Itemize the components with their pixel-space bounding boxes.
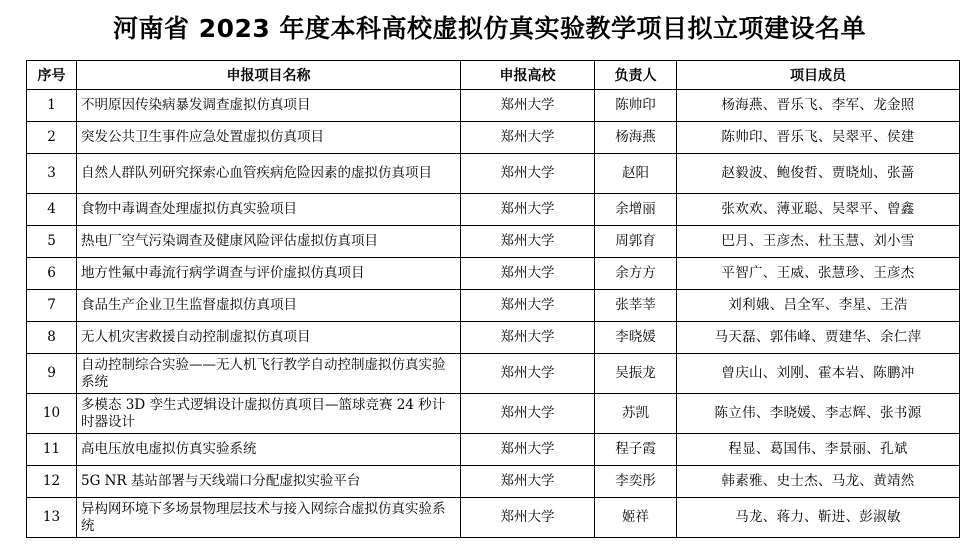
cell-name: 食物中毒调查处理虚拟仿真实验项目 xyxy=(77,194,461,226)
cell-leader: 余增丽 xyxy=(595,194,677,226)
table-row xyxy=(27,194,960,226)
cell-no: 9 xyxy=(27,354,77,394)
header-members: 项目成员 xyxy=(677,61,960,90)
cell-leader: 程子霞 xyxy=(595,434,677,466)
cell-name: 热电厂空气污染调查及健康风险评估虚拟仿真项目 xyxy=(77,226,461,258)
cell-no: 3 xyxy=(27,154,77,194)
header-school: 申报高校 xyxy=(461,61,595,90)
cell-leader: 赵阳 xyxy=(595,154,677,194)
cell-members: 赵毅波、鲍俊哲、贾晓灿、张蔷 xyxy=(677,154,960,194)
cell-name: 自动控制综合实验——无人机飞行教学自动控制虚拟仿真实验系统 xyxy=(77,354,461,394)
cell-leader: 李奕彤 xyxy=(595,466,677,498)
cell-name: 5G NR 基站部署与天线端口分配虚拟实验平台 xyxy=(77,466,461,498)
cell-members: 程显、葛国伟、李景丽、孔斌 xyxy=(677,434,960,466)
cell-leader: 李晓媛 xyxy=(595,322,677,354)
cell-school: 郑州大学 xyxy=(461,290,595,322)
header-no: 序号 xyxy=(27,61,77,90)
cell-name: 不明原因传染病暴发调查虚拟仿真项目 xyxy=(77,90,461,122)
cell-no: 12 xyxy=(27,466,77,498)
table-row xyxy=(27,394,960,434)
cell-name: 突发公共卫生事件应急处置虚拟仿真项目 xyxy=(77,122,461,154)
cell-leader: 苏凯 xyxy=(595,394,677,434)
table-row xyxy=(27,322,960,354)
cell-leader: 余方方 xyxy=(595,258,677,290)
cell-school: 郑州大学 xyxy=(461,258,595,290)
cell-members: 陈立伟、李晓媛、李志辉、张书源 xyxy=(677,394,960,434)
table-row xyxy=(27,498,960,538)
cell-school: 郑州大学 xyxy=(461,154,595,194)
cell-members: 韩素雅、史士杰、马龙、黄靖然 xyxy=(677,466,960,498)
page-title: 河南省 2023 年度本科高校虚拟仿真实验教学项目拟立项建设名单 xyxy=(113,14,866,43)
cell-members: 巴月、王彦杰、杜玉慧、刘小雪 xyxy=(677,226,960,258)
table-row xyxy=(27,226,960,258)
cell-members: 陈帅印、晋乐飞、吴翠平、侯建 xyxy=(677,122,960,154)
cell-name: 食品生产企业卫生监督虚拟仿真项目 xyxy=(77,290,461,322)
cell-school: 郑州大学 xyxy=(461,498,595,538)
cell-leader: 吴振龙 xyxy=(595,354,677,394)
cell-leader: 杨海燕 xyxy=(595,122,677,154)
cell-members: 刘利娥、吕全军、李星、王浩 xyxy=(677,290,960,322)
cell-leader: 张莘莘 xyxy=(595,290,677,322)
cell-school: 郑州大学 xyxy=(461,354,595,394)
cell-no: 8 xyxy=(27,322,77,354)
project-list-table xyxy=(26,60,960,538)
cell-name: 地方性氟中毒流行病学调查与评价虚拟仿真项目 xyxy=(77,258,461,290)
cell-members: 杨海燕、晋乐飞、李军、龙金照 xyxy=(677,90,960,122)
cell-no: 4 xyxy=(27,194,77,226)
table-row xyxy=(27,466,960,498)
cell-leader: 陈帅印 xyxy=(595,90,677,122)
cell-no: 13 xyxy=(27,498,77,538)
table-row xyxy=(27,354,960,394)
header-name: 申报项目名称 xyxy=(77,61,461,90)
cell-no: 10 xyxy=(27,394,77,434)
cell-leader: 周郭育 xyxy=(595,226,677,258)
table-row xyxy=(27,290,960,322)
cell-no: 1 xyxy=(27,90,77,122)
cell-school: 郑州大学 xyxy=(461,434,595,466)
cell-school: 郑州大学 xyxy=(461,194,595,226)
cell-name: 异构网环境下多场景物理层技术与接入网综合虚拟仿真实验系统 xyxy=(77,498,461,538)
cell-school: 郑州大学 xyxy=(461,394,595,434)
cell-no: 7 xyxy=(27,290,77,322)
cell-school: 郑州大学 xyxy=(461,466,595,498)
header-leader: 负责人 xyxy=(595,61,677,90)
cell-name: 自然人群队列研究探索心血管疾病危险因素的虚拟仿真项目 xyxy=(77,154,461,194)
table-header-row xyxy=(27,61,960,90)
cell-members: 曾庆山、刘刚、霍本岩、陈鹏冲 xyxy=(677,354,960,394)
table-row xyxy=(27,90,960,122)
cell-name: 高电压放电虚拟仿真实验系统 xyxy=(77,434,461,466)
cell-no: 6 xyxy=(27,258,77,290)
cell-members: 马天磊、郭伟峰、贾建华、余仁萍 xyxy=(677,322,960,354)
cell-name: 多模态 3D 孪生式逻辑设计虚拟仿真项目—篮球竞赛 24 秒计时器设计 xyxy=(77,394,461,434)
table-row xyxy=(27,434,960,466)
table-row xyxy=(27,258,960,290)
cell-school: 郑州大学 xyxy=(461,90,595,122)
cell-members: 马龙、蒋力、靳进、彭淑敏 xyxy=(677,498,960,538)
table-row xyxy=(27,122,960,154)
table-row xyxy=(27,154,960,194)
cell-no: 5 xyxy=(27,226,77,258)
cell-school: 郑州大学 xyxy=(461,322,595,354)
cell-no: 11 xyxy=(27,434,77,466)
cell-no: 2 xyxy=(27,122,77,154)
cell-school: 郑州大学 xyxy=(461,122,595,154)
cell-members: 张欢欢、薄亚聪、吴翠平、曾鑫 xyxy=(677,194,960,226)
cell-name: 无人机灾害救援自动控制虚拟仿真项目 xyxy=(77,322,461,354)
cell-school: 郑州大学 xyxy=(461,226,595,258)
cell-members: 平智广、王威、张慧珍、王彦杰 xyxy=(677,258,960,290)
cell-leader: 姬祥 xyxy=(595,498,677,538)
